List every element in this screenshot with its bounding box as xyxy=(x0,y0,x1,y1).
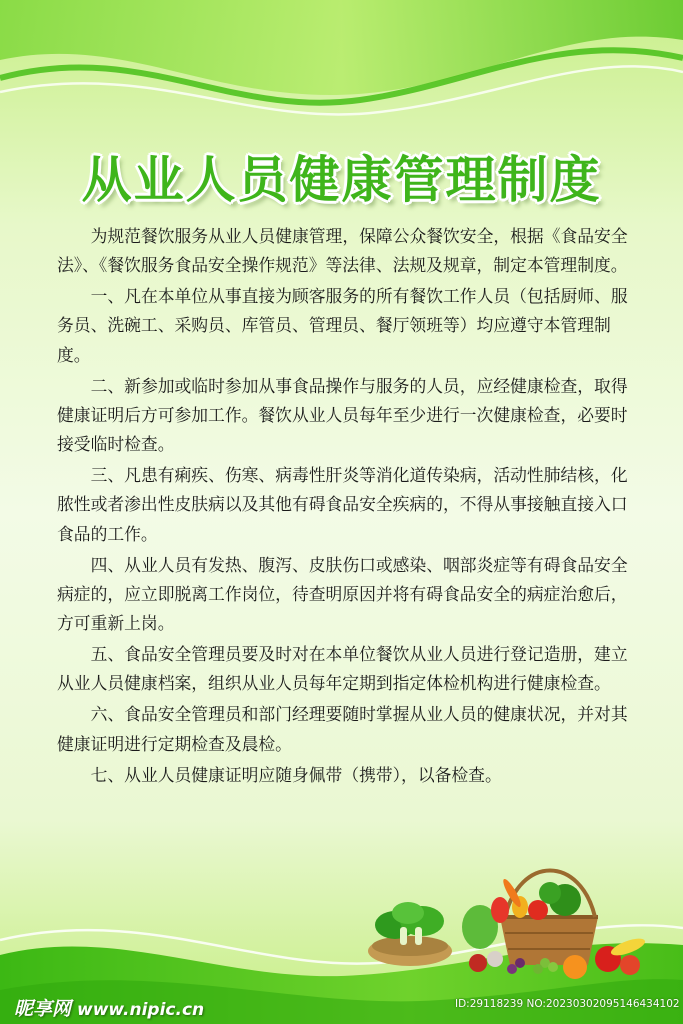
rule-paragraph-1: 一、凡在本单位从事直接为顾客服务的所有餐饮工作人员（包括厨师、服务员、洗碗工、采购员、库管员、管理员、餐厅领班等）均应遵守本管理制度。 xyxy=(57,286,628,365)
basket xyxy=(500,917,598,965)
poster-title: 从业人员健康管理制度 xyxy=(81,151,602,209)
intro-paragraph: 为规范餐饮服务从业人员健康管理，保障公众餐饮安全，根据《食品安全法》、《餐饮服务食品安全操作规范》等法律、法规及规章，制定本管理制度。 xyxy=(57,226,628,276)
rule-paragraph-2: 二、新参加或临时参加从事食品操作与服务的人员，应经健康检查，取得健康证明后方可参加工作。餐饮从业人员每年至少进行一次健康检查，必要时接受临时检查。 xyxy=(57,375,628,455)
vegetable-basket-illustration xyxy=(360,855,660,985)
rule-paragraph-5: 五、食品安全管理员要及时对在本单位餐饮从业人员进行登记造册，建立从业人员健康档案，组织从业人员每年定期到指定体检机构进行健康检查。 xyxy=(57,644,628,694)
nipic-logo xyxy=(14,994,204,1021)
image-id-line: ID:29118239 NO:20230302095146434102 xyxy=(455,998,680,1010)
rule-paragraph-4: 四、从业人员有发热、腹泻、皮肤伤口或感染、咽部炎症等有碍食品安全病症的，应立即脱离工作岗位，待查明原因并将有碍食品安全的病症治愈后，方可重新上岗。 xyxy=(57,554,628,634)
rule-paragraph-7: 七、从业人员健康证明应随身佩带（携带），以备检查。 xyxy=(90,764,502,785)
logo-url: www.nipic.cn xyxy=(77,1000,205,1020)
orange xyxy=(563,955,587,979)
rule-paragraph-3: 三、凡患有痢疾、伤寒、病毒性肝炎等消化道传染病，活动性肺结核，化脓性或者渗出性皮肤病以及其他有碍食品安全疾病的，不得从事接触直接入口食品的工作。 xyxy=(57,465,628,544)
top-wave xyxy=(0,0,683,95)
rule-paragraph-6: 六、食品安全管理员和部门经理要随时掌握从业人员的健康状况，并对其健康证明进行定期检查及晨检。 xyxy=(57,704,628,754)
regulation-body xyxy=(57,222,630,791)
logo-text: 昵享网 xyxy=(14,998,72,1020)
tomato xyxy=(528,900,548,920)
